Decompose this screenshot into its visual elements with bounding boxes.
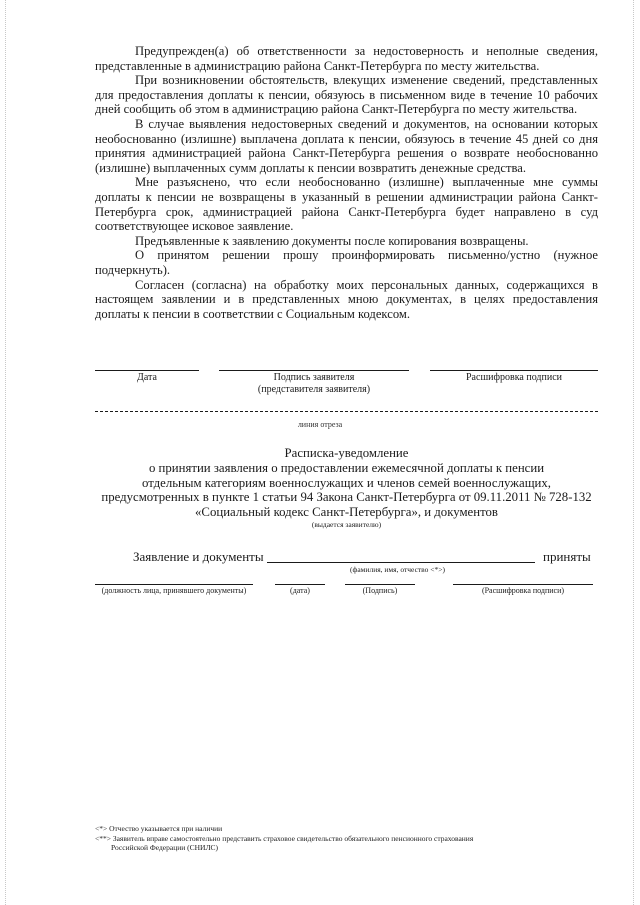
acceptance-right-text: приняты (543, 549, 591, 564)
left-scan-edge (5, 0, 6, 905)
receipt-issued-note: (выдается заявителю) (311, 519, 382, 529)
paragraph-inform: О принятом решении прошу проинформировать письменно/устно (нужное подчеркнуть). (95, 248, 598, 277)
cut-line-label: линия отреза (297, 420, 343, 429)
receipt-signature-row (0, 584, 640, 604)
receipt-line-4: «Социальный кодекс Санкт-Петербурга», и документов (195, 505, 498, 520)
footnotes (95, 824, 595, 853)
receipt-line-2: отдельным категориям военнослужащих и членов семей военнослужащих, (141, 475, 552, 490)
paragraph-documents-returned: Предъявленные к заявлению документы после копирования возвращены. (135, 233, 529, 248)
paragraph-court: Мне разъяснено, что если необоснованно (излишне) выплаченные мне суммы доплаты к пенсии не возвращены в указанный в решении администрации района Санкт-Петербурга срок, администрацией района Санкт-Петербурга будет направлено в суд соответствующее исковое заявление. (95, 175, 598, 234)
position-line (95, 584, 253, 585)
receipt-decode-label: (Расшифровка подписи) (481, 586, 565, 595)
acceptance-row (95, 549, 598, 579)
receipt-date-line (275, 584, 325, 585)
declaration-text (95, 44, 598, 321)
footnote-1: <*> Отчество указывается при наличии (95, 824, 223, 833)
acceptance-left-text: Заявление и документы (133, 549, 264, 564)
receipt-header (95, 446, 598, 529)
receipt-decode-line (453, 584, 593, 585)
receipt-line-1: о принятии заявления о предоставлении ежемесячной доплаты к пенсии (148, 460, 545, 475)
receipt-line-3: предусмотренных в пункте 1 статьи 94 Закона Санкт-Петербурга от 09.11.2011 № 728-132 (101, 490, 592, 505)
receipt-date-label: (дата) (290, 586, 310, 595)
signature-label-sub: (представителя заявителя) (257, 384, 371, 395)
paragraph-changes: При возникновении обстоятельств, влекущих изменение сведений, представленных для предоставления доплаты к пенсии, обязуюсь в письменном виде в течение 10 рабочих дней сообщить об этом в администрацию района Санкт-Петербурга по месту жительства. (95, 73, 598, 117)
paragraph-responsibility: Предупрежден(а) об ответственности за недостоверность и неполные сведения, представленные в администрацию района Санкт-Петербурга по месту жительства. (95, 44, 598, 73)
position-label: (должность лица, принявшего документы) (101, 586, 247, 595)
decode-line (430, 370, 598, 371)
signature-label-main: Подпись заявителя (273, 372, 355, 383)
cut-line (95, 411, 598, 412)
footnote-2-continuation: Российской Федерации (СНИЛС) (111, 843, 219, 852)
applicant-signature-row (0, 370, 640, 410)
right-scan-edge (633, 0, 634, 905)
signature-line (219, 370, 409, 371)
acceptance-name-note: (фамилия, имя, отчество <*>) (350, 565, 446, 574)
signature-label (219, 372, 409, 396)
decode-label: Расшифровка подписи (466, 372, 562, 383)
acceptance-name-line (267, 562, 535, 563)
footnote-2: <**> Заявитель вправе самостоятельно представить страховое свидетельство обязательного пенсионного страхования (95, 833, 474, 843)
receipt-signature-label: (Подпись) (362, 586, 398, 595)
receipt-signature-line (345, 584, 415, 585)
receipt-title: Расписка-уведомление (284, 446, 409, 460)
date-line (95, 370, 199, 371)
paragraph-refund: В случае выявления недостоверных сведений и документов, на основании которых необоснованно (излишне) выплачена доплата к пенсии, обязуюсь в течение 45 дней со дня принятия администрацией района Санкт-Петербурга решения о возврате необоснованно (излишне) выплаченных сумм доплаты к пенсии возвратить денежные средства. (95, 116, 598, 175)
paragraph-consent: Согласен (согласна) на обработку моих персональных данных, содержащихся в настоящем заявлении и в представленных мною документах, в целях предоставления доплаты к пенсии в соответствии с Социальным кодексом. (95, 277, 598, 321)
date-label: Дата (137, 372, 157, 383)
